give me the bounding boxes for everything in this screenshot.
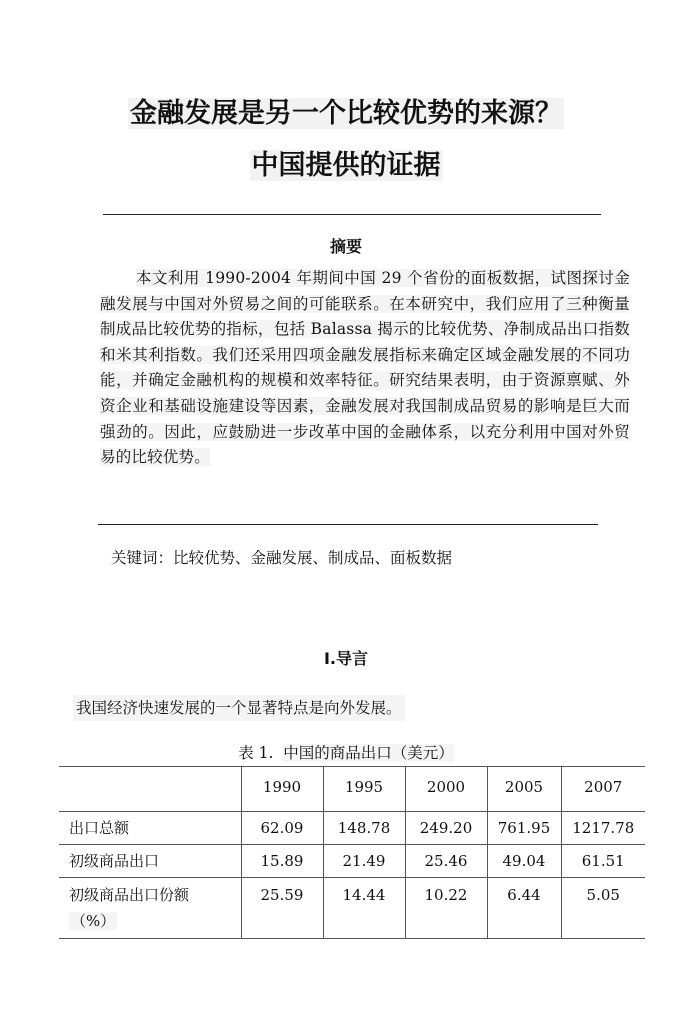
table-cell: 5.05 xyxy=(561,878,645,939)
table-cell: 49.04 xyxy=(487,845,561,878)
table-cell: 761.95 xyxy=(487,812,561,845)
table-header-year: 1995 xyxy=(323,767,405,812)
table-cell: 21.49 xyxy=(323,845,405,878)
divider-top xyxy=(103,214,601,215)
table-cell: 62.09 xyxy=(241,812,323,845)
table-row xyxy=(59,878,645,939)
table-row xyxy=(59,845,645,878)
table-cell: 10.22 xyxy=(405,878,487,939)
table-header-year: 2000 xyxy=(405,767,487,812)
table-cell: 25.46 xyxy=(405,845,487,878)
table-cell: 25.59 xyxy=(241,878,323,939)
table-cell: 249.20 xyxy=(405,812,487,845)
row-label-unit: （%） xyxy=(71,912,116,930)
intro-paragraph: 我国经济快速发展的一个显著特点是向外发展。 xyxy=(73,695,405,721)
keywords: 关键词：比较优势、金融发展、制成品、面板数据 xyxy=(111,549,453,567)
table-header-blank xyxy=(59,767,241,812)
table-caption-text: 中国的商品出口（美元） xyxy=(283,744,454,762)
table-header-year: 2005 xyxy=(487,767,561,812)
table-cell: 15.89 xyxy=(241,845,323,878)
section-heading-introduction: I.导言 xyxy=(323,649,369,668)
abstract-text: 本文利用 1990-2004 年期间中国 29 个省份的面板数据，试图探讨金融发展与中国对外贸易之间的可能联系。在本研究中，我们应用了三种衡量制成品比较优势的指标，包括 Balassa 揭示的比较优势、净制成品出口指数和米其利指数。我们还采用四项金融发展指标来确定区域金融发展的不同功能，并确定金融机构的规模和效率特征。研究结果表明，由于资源禀赋、外资企业和基础设施建设等因素，金融发展对我国制成品贸易的影响是巨大而强劲的。因此，应鼓励进一步改革中国的金融体系，以充分利用中国对外贸易的比较优势。 xyxy=(100,269,630,467)
table-caption-prefix: 表 1. xyxy=(238,744,274,762)
table-cell: 14.44 xyxy=(323,878,405,939)
table-header-row xyxy=(59,767,645,812)
table-row xyxy=(59,812,645,845)
table-header-year: 2007 xyxy=(561,767,645,812)
row-label xyxy=(59,878,241,939)
table-cell: 148.78 xyxy=(323,812,405,845)
row-label: 初级商品出口 xyxy=(59,845,241,878)
table-cell: 1217.78 xyxy=(561,812,645,845)
table-header-year: 1990 xyxy=(241,767,323,812)
table-caption xyxy=(0,740,692,766)
divider-bottom xyxy=(98,524,598,525)
exports-table xyxy=(59,766,645,939)
row-label: 出口总额 xyxy=(59,812,241,845)
paper-title-line-2: 中国提供的证据 xyxy=(251,150,441,181)
row-label-text: 初级商品出口份额 xyxy=(69,886,190,904)
table-cell: 6.44 xyxy=(487,878,561,939)
paper-title-line-1: 金融发展是另一个比较优势的来源？ xyxy=(130,98,562,129)
table-cell: 61.51 xyxy=(561,845,645,878)
abstract-heading: 摘要 xyxy=(329,237,362,256)
